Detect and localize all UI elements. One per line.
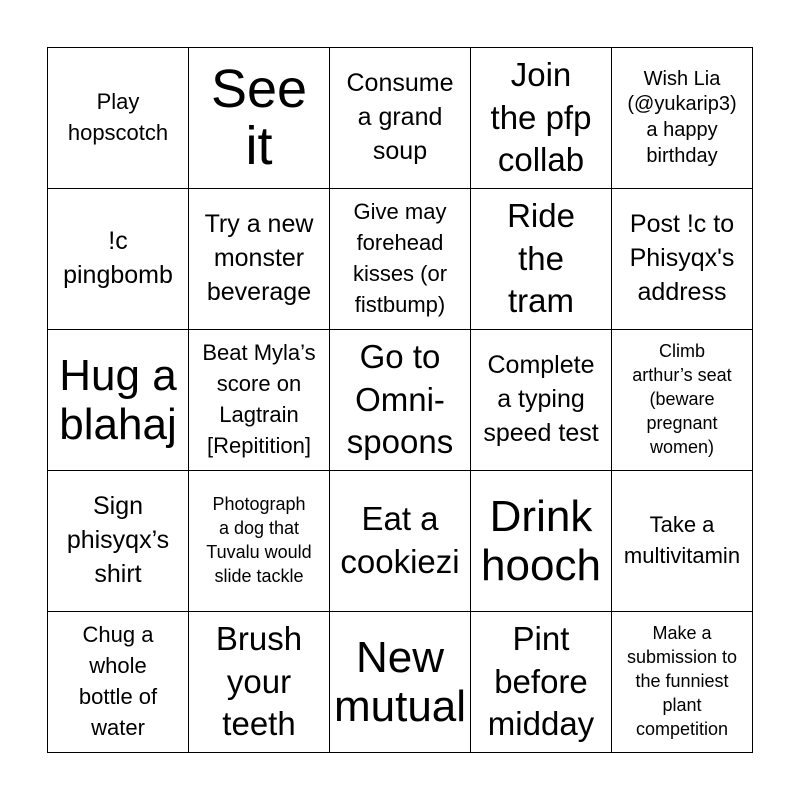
bingo-cell-text: Drink hooch bbox=[481, 491, 601, 590]
bingo-cell[interactable] bbox=[612, 471, 753, 612]
bingo-cell[interactable] bbox=[48, 612, 189, 753]
bingo-cell[interactable] bbox=[189, 189, 330, 330]
bingo-cell-text: Ride the tram bbox=[507, 196, 575, 320]
bingo-cell[interactable] bbox=[189, 330, 330, 471]
bingo-cell[interactable] bbox=[189, 612, 330, 753]
bingo-cell[interactable] bbox=[48, 471, 189, 612]
bingo-cell[interactable] bbox=[330, 48, 471, 189]
bingo-cell-text: Photograph a dog that Tuvalu would slide tackle bbox=[206, 494, 312, 586]
bingo-cell[interactable] bbox=[471, 471, 612, 612]
bingo-cell-text: Pint before midday bbox=[487, 619, 595, 743]
bingo-cell[interactable] bbox=[189, 48, 330, 189]
bingo-cell[interactable] bbox=[612, 189, 753, 330]
bingo-cell[interactable] bbox=[612, 48, 753, 189]
bingo-cell-text: Post !c to Phisyqx's address bbox=[629, 210, 735, 306]
bingo-cell-text: Brush your teeth bbox=[215, 619, 303, 743]
bingo-cell-text: Play hopscotch bbox=[67, 89, 169, 145]
bingo-cell[interactable] bbox=[612, 612, 753, 753]
bingo-cell-text: Try a new monster beverage bbox=[204, 210, 314, 306]
bingo-cell-text: Take a multivitamin bbox=[623, 512, 741, 568]
bingo-cell[interactable] bbox=[48, 330, 189, 471]
bingo-cell[interactable] bbox=[330, 612, 471, 753]
bingo-cell[interactable] bbox=[48, 189, 189, 330]
bingo-cell[interactable] bbox=[612, 330, 753, 471]
bingo-cell-text: Beat Myla’s score on Lagtrain [Repitition] bbox=[202, 340, 316, 458]
bingo-cell-text: Make a submission to the funniest plant competition bbox=[626, 623, 738, 739]
bingo-cell[interactable] bbox=[330, 189, 471, 330]
bingo-cell-text: Join the pfp collab bbox=[490, 55, 592, 179]
bingo-cell-text: Complete a typing speed test bbox=[483, 351, 599, 447]
bingo-cell-text: New mutual bbox=[333, 632, 467, 731]
bingo-cell[interactable] bbox=[471, 189, 612, 330]
bingo-cell-text: Wish Lia (@yukarip3) a happy birthday bbox=[627, 67, 737, 167]
bingo-cell[interactable] bbox=[189, 471, 330, 612]
bingo-cell[interactable] bbox=[471, 330, 612, 471]
bingo-cell-text: Hug a blahaj bbox=[59, 350, 177, 449]
bingo-cell-text: Give may forehead kisses (or fistbump) bbox=[352, 199, 448, 317]
bingo-cell-text: !c pingbomb bbox=[63, 227, 173, 289]
bingo-cell-text: Consume a grand soup bbox=[346, 69, 454, 165]
bingo-cell[interactable] bbox=[330, 471, 471, 612]
bingo-cell[interactable] bbox=[330, 330, 471, 471]
bingo-cell[interactable] bbox=[471, 612, 612, 753]
bingo-cell-text: Climb arthur’s seat (beware pregnant women) bbox=[632, 341, 732, 457]
bingo-cell-text: Chug a whole bottle of water bbox=[78, 622, 158, 740]
bingo-cell-text: See it bbox=[210, 59, 308, 176]
bingo-cell-text: Eat a cookiezi bbox=[340, 500, 460, 580]
bingo-cell-text: Go to Omni- spoons bbox=[346, 337, 454, 461]
bingo-board bbox=[47, 47, 753, 753]
bingo-cell-text: Sign phisyqx’s shirt bbox=[66, 492, 170, 588]
bingo-cell[interactable] bbox=[471, 48, 612, 189]
bingo-cell[interactable] bbox=[48, 48, 189, 189]
